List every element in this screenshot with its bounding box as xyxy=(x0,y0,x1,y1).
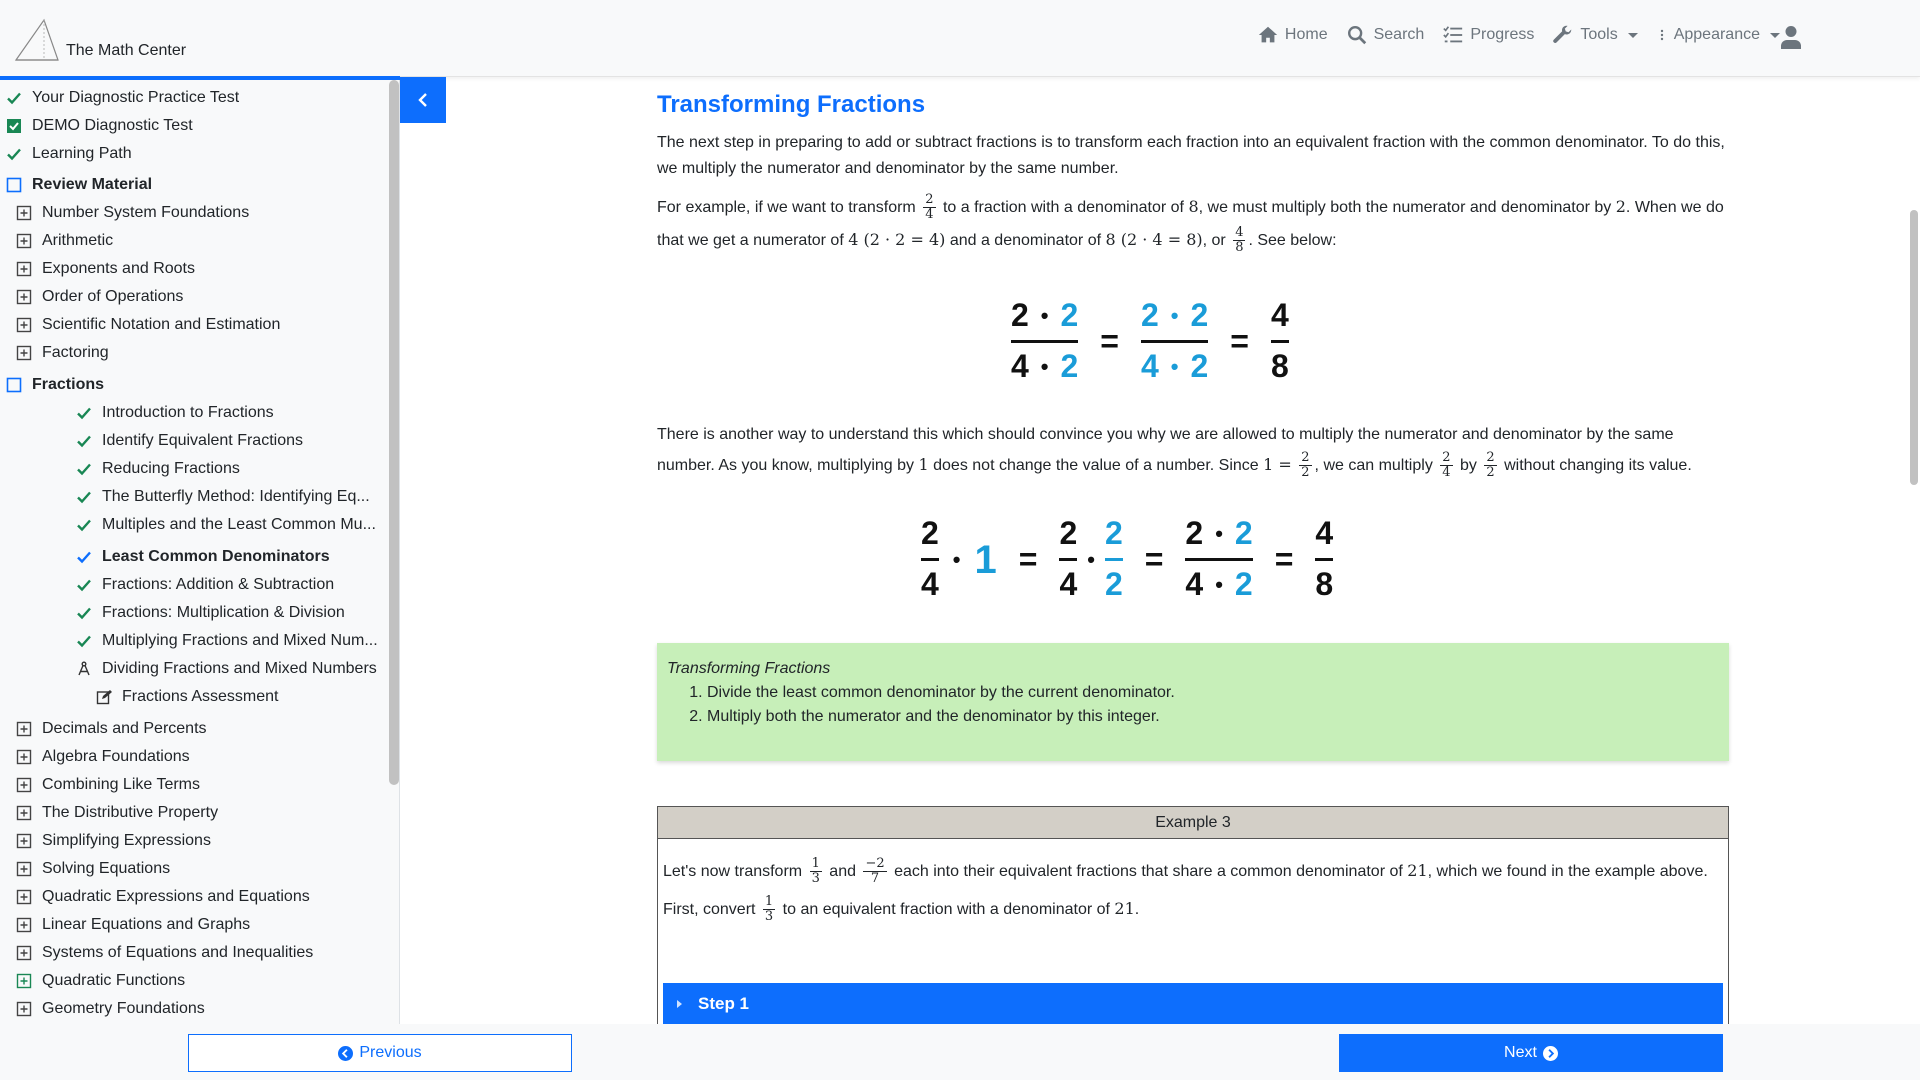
check-icon xyxy=(76,577,92,593)
sidebar-item-label: Your Diagnostic Practice Test xyxy=(32,89,240,106)
example-body xyxy=(658,839,1728,942)
plus-box-icon xyxy=(16,973,32,989)
step-1-toggle[interactable] xyxy=(663,983,1723,1024)
sidebar-item-label: Geometry Foundations xyxy=(42,1000,205,1017)
sidebar-item-label: Combining Like Terms xyxy=(42,776,200,793)
sidebar-item[interactable] xyxy=(76,544,400,570)
search-icon xyxy=(1346,24,1368,46)
nav-tools[interactable] xyxy=(1552,24,1637,46)
empty-box-icon xyxy=(6,377,22,393)
sidebar-item[interactable] xyxy=(16,828,400,854)
caret-down-icon xyxy=(1770,33,1780,38)
nav-progress-label: Progress xyxy=(1470,26,1535,43)
nav-progress[interactable] xyxy=(1442,24,1534,46)
plus-box-icon xyxy=(16,233,32,249)
fraction-2-4: $\frac{2}{4}$ xyxy=(1442,449,1451,481)
math: 21 xyxy=(1114,898,1135,918)
text: , we can multiply xyxy=(1314,457,1433,474)
previous-label: Previous xyxy=(359,1044,422,1061)
sidebar-item-label: Quadratic Expressions and Equations xyxy=(42,888,310,905)
check-icon xyxy=(76,461,92,477)
paragraph-intro: The next step in preparing to add or subtract fractions is to transform each fraction into an equivalent fraction with the common denominator. To do this, we multiply the numerator and denominator by the same number. xyxy=(657,134,1725,177)
example-header: Example 3 xyxy=(658,807,1728,839)
note-title: Transforming Fractions xyxy=(667,660,831,677)
equation-2: 2 4 • 1 = 2 4 • 2 2 = 2 • 2 4 • 2 = 4 8 xyxy=(921,510,1333,609)
eq2-term4: 2 • 2 4 • 2 xyxy=(1185,515,1253,603)
eq2-term5: 4 8 xyxy=(1315,515,1334,603)
sidebar xyxy=(0,80,400,1024)
text: . xyxy=(1134,900,1140,918)
sidebar-item-label: Solving Equations xyxy=(42,860,171,877)
checked-box-icon xyxy=(6,118,22,134)
sidebar-item-label: The Distributive Property xyxy=(42,804,219,821)
plus-box-icon xyxy=(16,749,32,765)
user-menu[interactable] xyxy=(1780,25,1802,54)
eq2-term3: 2 2 xyxy=(1104,515,1123,603)
previous-button[interactable] xyxy=(188,1034,572,1072)
text: For example, if we want to transform xyxy=(657,199,916,216)
nav-home[interactable] xyxy=(1257,24,1328,46)
eq1-term3: 4 8 xyxy=(1270,297,1289,385)
sidebar-item-label: Quadratic Functions xyxy=(42,972,186,989)
nav-search-label: Search xyxy=(1373,26,1425,43)
brand[interactable] xyxy=(14,18,186,62)
check-icon xyxy=(76,489,92,505)
sidebar-item[interactable] xyxy=(76,512,400,538)
sidebar-item-label: Fractions xyxy=(32,376,105,393)
sidebar-item[interactable] xyxy=(76,484,400,510)
equation-1: 2 • 2 4 • 2 = 2 • 2 4 • 2 = 4 8 xyxy=(1011,292,1289,391)
sidebar-item-label: Fractions: Addition & Subtraction xyxy=(102,576,335,593)
sidebar-item[interactable] xyxy=(16,912,400,938)
check-icon xyxy=(6,146,22,162)
sidebar-item[interactable] xyxy=(76,628,400,654)
check-icon xyxy=(76,605,92,621)
note-step: 1. Divide the least common denominator by the current denominator. xyxy=(707,681,1719,705)
sidebar-item-label: Least Common Denominators xyxy=(102,548,330,565)
sidebar-item-label: Number System Foundations xyxy=(42,204,250,221)
sidebar-item-label: Learning Path xyxy=(32,145,132,162)
eq1-term2: 2 • 2 4 • 2 xyxy=(1140,297,1209,385)
next-label: Next xyxy=(1504,1044,1537,1061)
math: 21 xyxy=(1407,861,1428,881)
empty-box-icon xyxy=(6,177,22,193)
sidebar-item[interactable] xyxy=(16,968,400,994)
eq1-term1: 2 • 2 4 • 2 xyxy=(1011,297,1079,385)
eq2-term1: 2 4 xyxy=(921,515,939,603)
sidebar-item[interactable] xyxy=(16,200,400,226)
main-content xyxy=(446,80,1906,1024)
text: does not change the value of a number. Since xyxy=(933,457,1259,474)
user-icon xyxy=(1780,25,1802,49)
sidebar-item-label: The Butterfly Method: Identifying Eq... xyxy=(102,488,370,505)
sidebar-item[interactable] xyxy=(6,113,394,139)
paragraph-explanation xyxy=(657,420,1729,481)
sidebar-item-label: Decimals and Percents xyxy=(42,720,207,737)
text: and a denominator of xyxy=(949,232,1102,249)
math: 1 xyxy=(918,455,929,474)
sidebar-item[interactable] xyxy=(16,228,400,254)
nav-tools-label: Tools xyxy=(1580,26,1618,43)
text: and xyxy=(829,863,856,881)
footer-nav xyxy=(0,1024,1920,1080)
note-step: 2. Multiply both the numerator and the denominator by this integer. xyxy=(707,705,1719,729)
sidebar-item-label: Review Material xyxy=(32,176,153,193)
main-nav xyxy=(1257,24,1780,46)
caret-down-icon xyxy=(1628,33,1638,38)
fraction-4-8: $\frac{4}{8}$ xyxy=(1235,224,1244,256)
plus-box-icon xyxy=(16,345,32,361)
check-icon xyxy=(76,517,92,533)
check-icon xyxy=(76,549,92,565)
plus-box-icon xyxy=(16,289,32,305)
sidebar-item[interactable] xyxy=(16,940,400,966)
paragraph-example xyxy=(657,191,1729,257)
compass-icon xyxy=(76,661,92,677)
sidebar-item[interactable] xyxy=(96,684,400,710)
top-navbar xyxy=(0,0,1920,77)
sidebar-item[interactable] xyxy=(16,716,400,742)
chevron-left-icon xyxy=(415,92,431,108)
home-icon xyxy=(1257,24,1279,46)
list-check-icon xyxy=(1442,24,1464,46)
page-title: Transforming Fractions xyxy=(657,91,926,118)
nav-search[interactable] xyxy=(1346,24,1425,46)
sidebar-item[interactable] xyxy=(76,656,400,682)
text: There is another way to understand this which should convince you why we are allowed to multiply the numerator and denominator by the same number. As you know, multiplying by xyxy=(657,426,1674,474)
sidebar-item-label: Multiples and the Least Common Mu... xyxy=(102,516,376,533)
sidebar-item[interactable] xyxy=(76,400,400,426)
plus-box-icon xyxy=(16,777,32,793)
math: 8 (2 · 4 = 8) xyxy=(1105,230,1203,249)
sidebar-item-label: Reducing Fractions xyxy=(102,460,240,477)
step-label: Step 1 xyxy=(698,994,750,1013)
sidebar-item[interactable] xyxy=(16,800,400,826)
check-icon xyxy=(6,90,22,106)
sidebar-item-label: Order of Operations xyxy=(42,288,184,305)
sidebar-item[interactable] xyxy=(16,856,400,882)
fraction-2-4: $\frac{2}{4}$ xyxy=(925,191,934,223)
sidebar-item[interactable] xyxy=(16,744,400,770)
text: , or xyxy=(1202,232,1226,249)
fraction-2-2: $\frac{2}{2}$ xyxy=(1301,449,1310,481)
math: 4 (2 · 2 = 4) xyxy=(848,230,946,249)
plus-box-icon xyxy=(16,917,32,933)
sidebar-item-label: DEMO Diagnostic Test xyxy=(32,117,193,134)
sidebar-item[interactable] xyxy=(76,456,400,482)
check-icon xyxy=(76,405,92,421)
text: without changing its value. xyxy=(1504,457,1692,474)
sidebar-item[interactable] xyxy=(16,256,400,282)
fraction-1-3: $\frac{1}{3}$ xyxy=(811,856,820,887)
vertical-dots-icon xyxy=(1656,24,1668,46)
fraction-neg2-7: $\frac{-2}{7}$ xyxy=(865,856,885,887)
sidebar-item-label: Fractions Assessment xyxy=(122,688,279,705)
plus-box-icon xyxy=(16,889,32,905)
math: 2 xyxy=(1615,197,1626,216)
sidebar-item-label: Exponents and Roots xyxy=(42,260,195,277)
sidebar-item-label: Identify Equivalent Fractions xyxy=(102,432,303,449)
sidebar-scrollbar[interactable] xyxy=(389,80,399,785)
text: , we must multiply both the numerator and denominator by xyxy=(1198,199,1612,216)
sidebar-item-label: Factoring xyxy=(42,344,109,361)
sidebar-item[interactable] xyxy=(6,141,394,167)
fraction-2-2: $\frac{2}{2}$ xyxy=(1486,449,1495,481)
example-box xyxy=(657,806,1729,1024)
nav-appearance-label: Appearance xyxy=(1673,26,1760,43)
text: each into their equivalent fractions that share a common denominator of xyxy=(894,863,1403,881)
example-text-1 xyxy=(663,857,1723,887)
plus-box-icon xyxy=(16,861,32,877)
plus-box-icon xyxy=(16,805,32,821)
sidebar-item-label: Scientific Notation and Estimation xyxy=(42,316,281,333)
brand-name: The Math Center xyxy=(66,42,187,59)
nav-appearance[interactable] xyxy=(1656,24,1780,46)
wrench-icon xyxy=(1552,24,1574,46)
text: , which we found in the example above. xyxy=(1427,863,1708,881)
note-steps xyxy=(707,681,1719,729)
sidebar-item-label: Linear Equations and Graphs xyxy=(42,916,251,933)
sidebar-item[interactable] xyxy=(76,428,400,454)
sidebar-item-label: Multiplying Fractions and Mixed Num... xyxy=(102,632,378,649)
plus-box-icon xyxy=(16,721,32,737)
collapse-sidebar-button[interactable] xyxy=(400,77,446,123)
sidebar-item-label: Systems of Equations and Inequalities xyxy=(42,944,314,961)
fraction-1-3: $\frac{1}{3}$ xyxy=(764,893,774,924)
sidebar-item-label: Algebra Foundations xyxy=(42,748,190,765)
text: to an equivalent fraction with a denominator of xyxy=(782,900,1110,918)
text: to a fraction with a denominator of xyxy=(942,199,1184,216)
sidebar-item-label: Fractions: Multiplication & Division xyxy=(102,604,345,621)
check-icon xyxy=(76,633,92,649)
text: First, convert xyxy=(663,900,756,918)
text: . See below: xyxy=(1248,232,1337,249)
sidebar-item[interactable] xyxy=(16,284,400,310)
text: by xyxy=(1460,457,1477,474)
caret-right-icon xyxy=(677,1000,682,1008)
page-scrollbar[interactable] xyxy=(1910,210,1918,485)
plus-box-icon xyxy=(16,833,32,849)
plus-box-icon xyxy=(16,205,32,221)
plus-box-icon xyxy=(16,1001,32,1017)
nav-home-label: Home xyxy=(1284,26,1328,43)
sidebar-item[interactable] xyxy=(16,312,400,338)
note-box xyxy=(657,643,1729,761)
plus-box-icon xyxy=(16,317,32,333)
sidebar-item[interactable] xyxy=(6,85,394,111)
math: 1 = xyxy=(1263,455,1292,474)
plus-box-icon xyxy=(16,945,32,961)
sidebar-item-label: Introduction to Fractions xyxy=(102,404,274,421)
arrow-right-circle-icon xyxy=(1543,1046,1558,1061)
edit-icon xyxy=(96,689,112,705)
sidebar-item[interactable] xyxy=(16,884,400,910)
text: . When we do that we get a numerator of xyxy=(657,199,1724,249)
sidebar-item-label: Dividing Fractions and Mixed Numbers xyxy=(102,660,377,677)
sidebar-item-label: Simplifying Expressions xyxy=(42,832,211,849)
plus-box-icon xyxy=(16,261,32,277)
sidebar-item[interactable] xyxy=(76,600,400,626)
text: Let's now transform xyxy=(663,863,803,881)
eq2-term2: 2 4 xyxy=(1059,515,1078,603)
sidebar-item[interactable] xyxy=(16,340,400,366)
sidebar-item[interactable] xyxy=(6,372,394,398)
sidebar-item[interactable] xyxy=(6,172,394,198)
arrow-left-circle-icon xyxy=(338,1046,353,1061)
triangle-logo-icon xyxy=(14,18,60,62)
sidebar-item[interactable] xyxy=(16,996,400,1022)
math: 8 xyxy=(1188,197,1199,216)
sidebar-item[interactable] xyxy=(76,572,400,598)
check-icon xyxy=(76,433,92,449)
example-text-2 xyxy=(663,895,1723,925)
sidebar-item-label: Arithmetic xyxy=(42,232,114,249)
sidebar-item[interactable] xyxy=(16,772,400,798)
next-button[interactable] xyxy=(1339,1034,1723,1072)
